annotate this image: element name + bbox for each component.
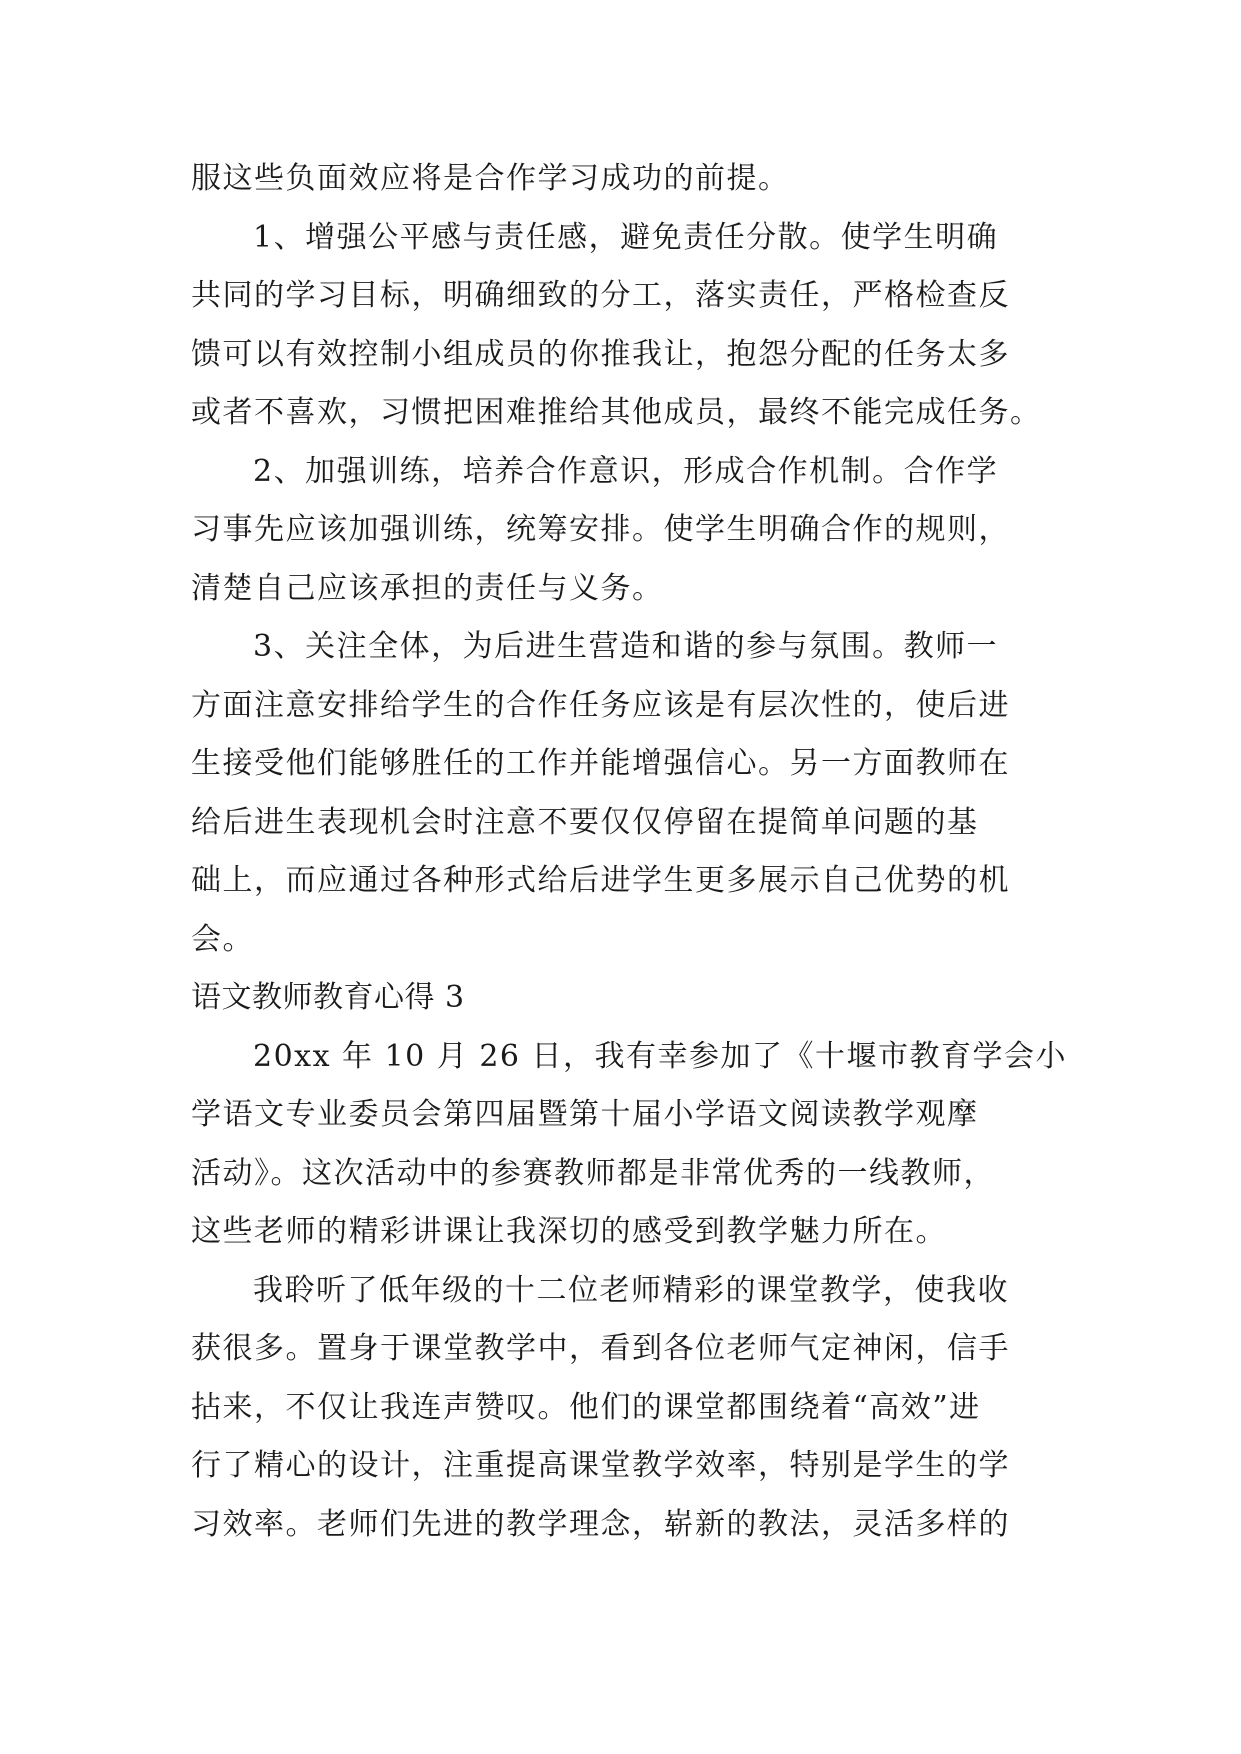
section-heading: 语文教师教育心得 3 (191, 980, 465, 1015)
text-line: 给后进生表现机会时注意不要仅仅停留在提简单问题的基 (191, 804, 979, 840)
text-line: 共同的学习目标，明确细致的分工，落实责任，严格检查反 (191, 278, 1010, 313)
text-line: 方面注意安排给学生的合作任务应该是有层次性的，使后进 (191, 687, 1010, 723)
text-line: 习事先应该加强训练，统筹安排。使学生明确合作的规则， (191, 512, 1010, 547)
text-line: 拈来，不仅让我连声赞叹。他们的课堂都围绕着“高效”进 (191, 1389, 981, 1425)
text-line: 会。 (191, 921, 254, 957)
document-page (191, 150, 1068, 1554)
text-line: 习效率。老师们先进的教学理念，崭新的教法，灵活多样的 (191, 1506, 1010, 1542)
text-line: 2、加强训练，培养合作意识，形成合作机制。合作学 (253, 453, 999, 489)
text-line: 我聆听了低年级的十二位老师精彩的课堂教学，使我收 (253, 1272, 1009, 1308)
text-line: 20xx 年 10 月 26 日，我有幸参加了《十堰市教育学会小 (253, 1038, 1068, 1074)
text-line: 服这些负面效应将是合作学习成功的前提。 (191, 161, 790, 196)
text-line: 获很多。置身于课堂教学中，看到各位老师气定神闲，信手 (191, 1331, 1010, 1366)
text-line: 这些老师的精彩讲课让我深切的感受到教学魅力所在。 (191, 1214, 947, 1249)
text-line: 础上，而应通过各种形式给后进学生更多展示自己优势的机 (191, 863, 1010, 898)
text-line: 1、增强公平感与责任感，避免责任分散。使学生明确 (253, 219, 999, 255)
text-line: 行了精心的设计，注重提高课堂教学效率，特别是学生的学 (191, 1448, 1010, 1483)
text-line: 3、关注全体，为后进生营造和谐的参与氛围。教师一 (253, 629, 999, 664)
text-line: 馈可以有效控制小组成员的你推我让，抱怨分配的任务太多 (191, 336, 1010, 372)
text-line: 生接受他们能够胜任的工作并能增强信心。另一方面教师在 (191, 746, 1010, 781)
text-line: 活动》。这次活动中的参赛教师都是非常优秀的一线教师， (191, 1155, 995, 1191)
text-line: 或者不喜欢，习惯把困难推给其他成员，最终不能完成任务。 (191, 395, 1042, 430)
text-line: 学语文专业委员会第四届暨第十届小学语文阅读教学观摩 (191, 1097, 979, 1132)
text-line: 清楚自己应该承担的责任与义务。 (191, 570, 664, 606)
